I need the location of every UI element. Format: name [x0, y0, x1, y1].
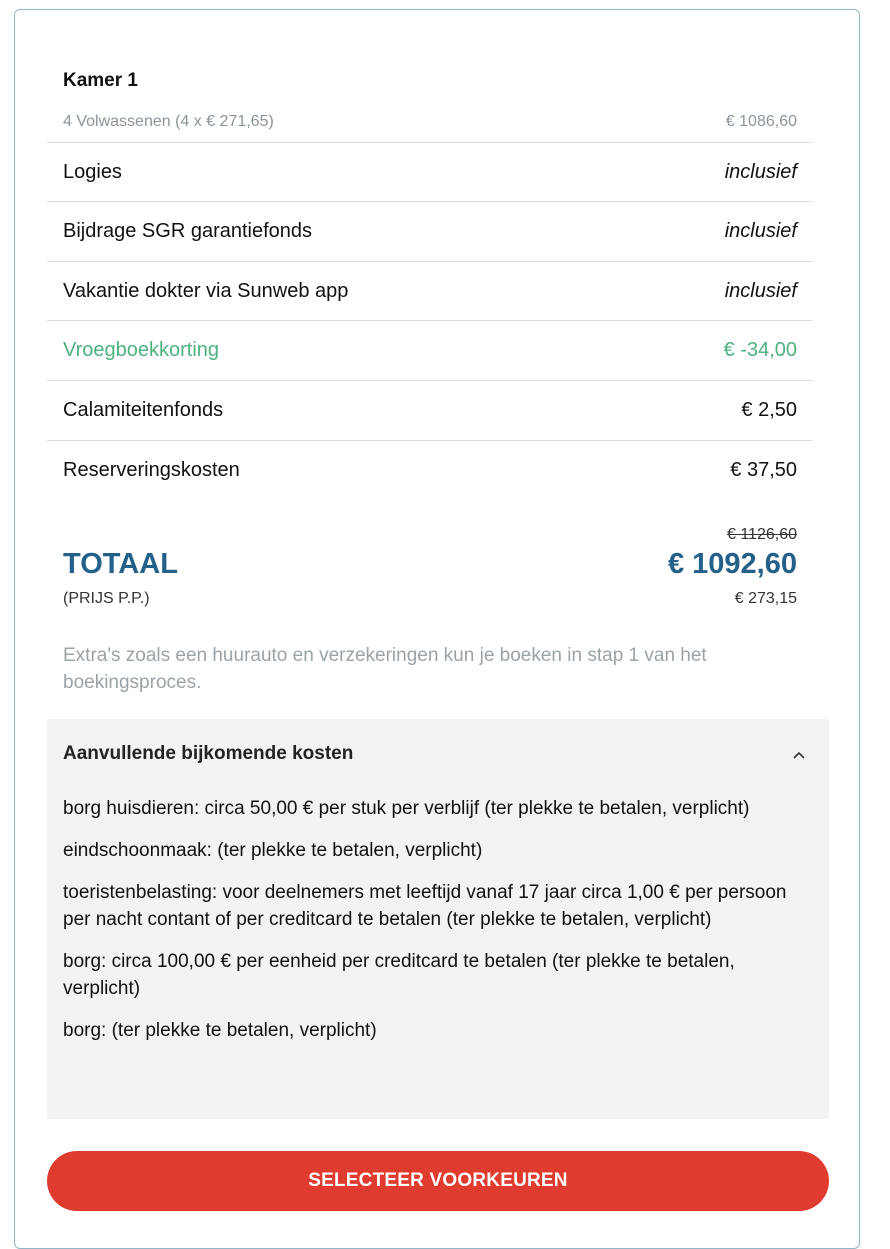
- room-title: Kamer 1: [63, 70, 138, 91]
- line-item-value: € 2,50: [741, 398, 797, 421]
- line-item-calamity-fund: [47, 380, 813, 439]
- original-total-price: € 1126,60: [727, 526, 797, 543]
- guests-row: [47, 102, 813, 142]
- additional-costs-list: [63, 795, 803, 1059]
- guests-value: € 1086,60: [725, 113, 797, 130]
- line-item-sgr: [47, 201, 813, 260]
- line-item-logies: [47, 142, 813, 201]
- select-preferences-button[interactable]: SELECTEER VOORKEUREN: [47, 1151, 829, 1211]
- line-item-early-booking-discount: [47, 320, 813, 379]
- price-per-person-label: (PRIJS P.P.): [63, 590, 150, 607]
- guests-label: 4 Volwassenen (4 x € 271,65): [63, 113, 274, 130]
- chevron-up-icon[interactable]: [789, 745, 809, 765]
- line-item-doctor: [47, 261, 813, 320]
- cost-item: borg: circa 100,00 € per eenheid per creditcard te betalen (ter plekke te betalen, verplicht): [63, 951, 735, 999]
- additional-costs-panel: [47, 719, 829, 1119]
- extras-note: Extra's zoals een huurauto en verzekeringen kun je boeken in stap 1 van het boekingsproces.: [63, 645, 707, 693]
- line-item-value: inclusief: [724, 160, 797, 183]
- cost-item: eindschoonmaak: (ter plekke te betalen, verplicht): [63, 840, 483, 861]
- line-item-label: Calamiteitenfonds: [63, 398, 224, 421]
- line-item-label: Logies: [63, 160, 122, 183]
- line-item-label: Reserveringskosten: [63, 458, 240, 481]
- line-item-value: inclusief: [724, 279, 797, 302]
- price-per-person: € 273,15: [734, 590, 797, 607]
- line-item-value: € 37,50: [730, 458, 797, 481]
- cost-item: borg huisdieren: circa 50,00 € per stuk per verblijf (ter plekke te betalen, verplicht): [63, 798, 750, 819]
- additional-costs-toggle[interactable]: Aanvullende bijkomende kosten: [63, 743, 354, 764]
- line-item-value: inclusief: [724, 219, 797, 242]
- line-item-reservation-costs: [47, 440, 813, 499]
- line-item-value: € -34,00: [723, 338, 797, 361]
- cost-item: borg: (ter plekke te betalen, verplicht): [63, 1020, 377, 1041]
- line-item-label: Vakantie dokter via Sunweb app: [63, 279, 349, 302]
- price-summary-card: [14, 9, 860, 1249]
- cost-item: toeristenbelasting: voor deelnemers met leeftijd vanaf 17 jaar circa 1,00 € per persoon per nacht contant of per creditcard te betalen (ter plekke te betalen, verplicht): [63, 882, 787, 930]
- total-price: € 1092,60: [667, 548, 797, 580]
- total-label: TOTAAL: [63, 548, 178, 580]
- line-item-label: Bijdrage SGR garantiefonds: [63, 219, 313, 242]
- line-item-label: Vroegboekkorting: [63, 338, 220, 361]
